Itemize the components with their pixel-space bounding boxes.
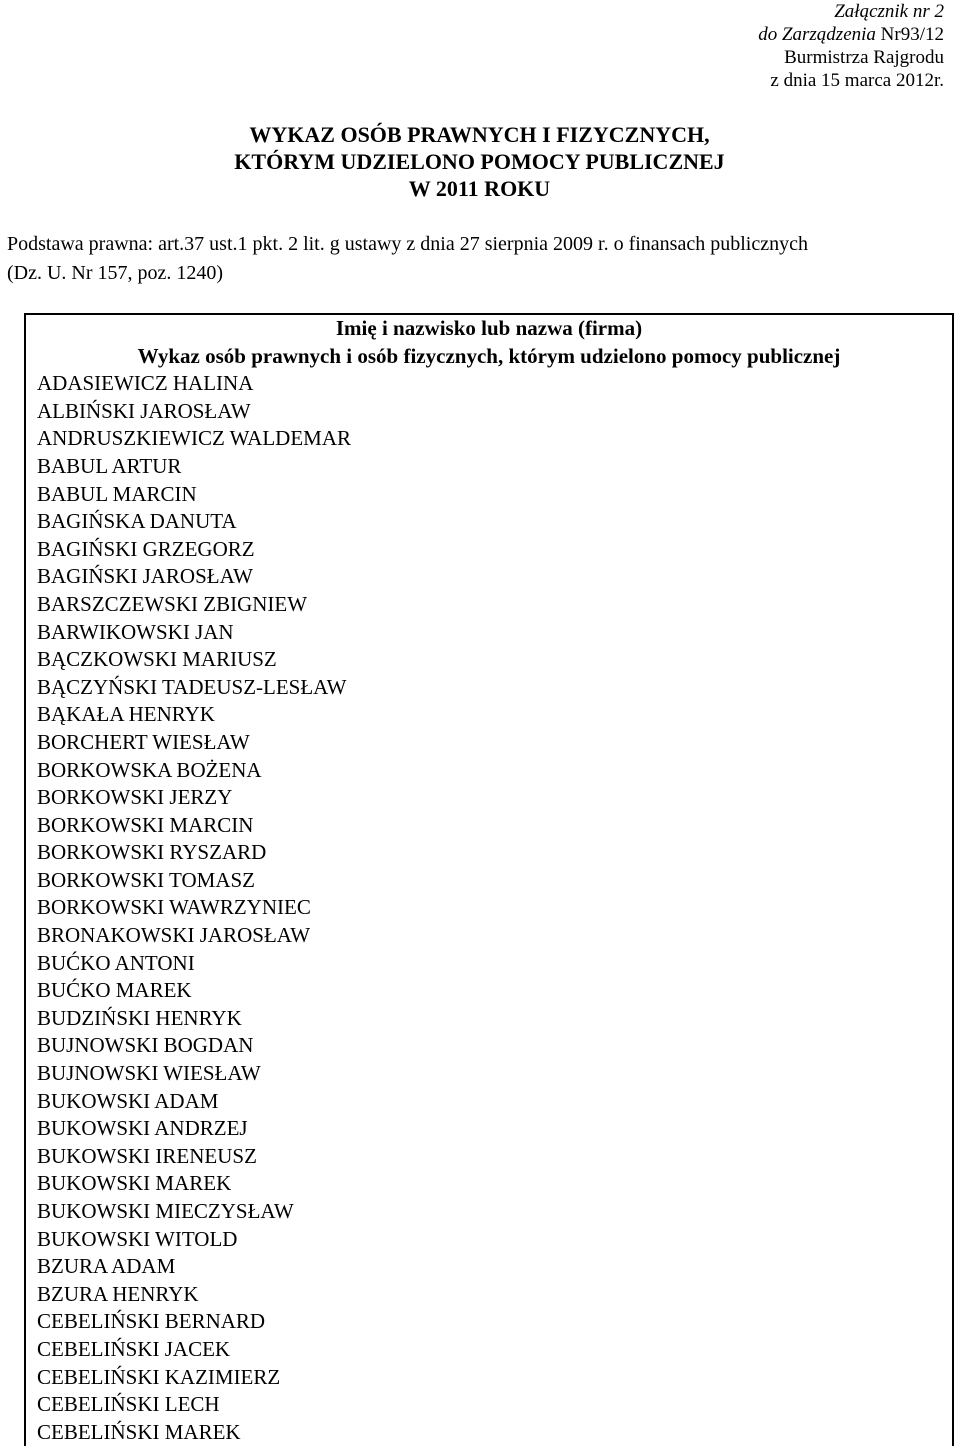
table-row: BZURA HENRYK	[37, 1281, 199, 1306]
table-row: BORCHERT WIESŁAW	[37, 729, 250, 754]
title-line-2: KTÓRYM UDZIELONO POMOCY PUBLICZNEJ	[234, 149, 725, 174]
table-row: ANDRUSZKIEWICZ WALDEMAR	[37, 426, 352, 451]
table-row: BĄKAŁA HENRYK	[37, 702, 215, 727]
table-row: BORKOWSKI WAWRZYNIEC	[37, 895, 311, 920]
table-row: BABUL MARCIN	[37, 481, 197, 506]
table-row: BZURA ADAM	[37, 1254, 176, 1279]
table-subheader: Wykaz osób prawnych i osób fizycznych, którym udzielono pomocy publicznej	[137, 343, 841, 368]
table-row: CEBELIŃSKI MAREK	[37, 1419, 241, 1444]
table-row: BUKOWSKI WITOLD	[37, 1226, 238, 1251]
table-row: BĄCZYŃSKI TADEUSZ-LESŁAW	[37, 674, 347, 699]
table-row: BAGIŃSKI GRZEGORZ	[37, 536, 255, 561]
table-row: BĄCZKOWSKI MARIUSZ	[37, 647, 277, 672]
table-row: BAGIŃSKA DANUTA	[37, 509, 237, 534]
table-row: BUDZIŃSKI HENRYK	[37, 1005, 242, 1030]
table-row: BUKOWSKI ANDRZEJ	[37, 1116, 248, 1141]
recipients-table	[24, 313, 954, 1446]
annex-ordinance-number: Nr93/12	[875, 24, 944, 45]
table-row: BUJNOWSKI WIESŁAW	[37, 1061, 261, 1086]
annex-note	[614, 0, 944, 92]
table-row: BARWIKOWSKI JAN	[37, 619, 234, 644]
table-row: BUJNOWSKI BOGDAN	[37, 1033, 254, 1058]
annex-date: z dnia 15 marca 2012r.	[770, 70, 944, 91]
table-row: BABUL ARTUR	[37, 453, 182, 478]
table-row: BUKOWSKI MAREK	[37, 1171, 232, 1196]
table-row: BORKOWSKI TOMASZ	[37, 867, 255, 892]
table-row: BUKOWSKI IRENEUSZ	[37, 1143, 257, 1168]
legal-basis-line-1: Podstawa prawna: art.37 ust.1 pkt. 2 lit. g ustawy z dnia 27 sierpnia 2009 r. o finansach publicznych	[7, 233, 808, 255]
table-row: CEBELIŃSKI JACEK	[37, 1336, 231, 1361]
title-line-1: WYKAZ OSÓB PRAWNYCH I FIZYCZNYCH,	[249, 122, 710, 147]
annex-issuer: Burmistrza Rajgrodu	[784, 47, 944, 68]
table-row: BUĆKO MAREK	[37, 978, 192, 1003]
table-row: BRONAKOWSKI JAROSŁAW	[37, 923, 311, 948]
table-header: Imię i nazwisko lub nazwa (firma)	[335, 316, 643, 340]
legal-basis	[7, 230, 953, 288]
annex-ordinance	[614, 23, 944, 46]
table-row: BORKOWSKI JERZY	[37, 785, 233, 810]
document-title	[0, 121, 960, 202]
table-row: ADASIEWICZ HALINA	[37, 371, 254, 396]
annex-ordinance-prefix: do Zarządzenia	[758, 24, 876, 45]
table-row: BUKOWSKI MIECZYSŁAW	[37, 1199, 294, 1223]
table-row: BORKOWSKI RYSZARD	[37, 840, 267, 865]
annex-number: Załącznik nr 2	[834, 1, 944, 22]
table-row: BORKOWSKA BOŻENA	[37, 757, 262, 782]
table-row: BORKOWSKI MARCIN	[37, 812, 254, 837]
table-row: BUĆKO ANTONI	[37, 950, 195, 975]
title-line-3: W 2011 ROKU	[408, 176, 551, 201]
table-row: BUKOWSKI ADAM	[37, 1088, 219, 1113]
table-row: CEBELIŃSKI BERNARD	[37, 1309, 266, 1334]
table-body	[26, 370, 952, 1446]
table-row: CEBELIŃSKI LECH	[37, 1392, 220, 1417]
table-row: ALBIŃSKI JAROSŁAW	[37, 398, 251, 423]
legal-basis-line-2: (Dz. U. Nr 157, poz. 1240)	[7, 262, 224, 284]
table-row: BARSZCZEWSKI ZBIGNIEW	[37, 591, 308, 616]
table-row: CEBELIŃSKI KAZIMIERZ	[37, 1364, 281, 1389]
table-row: BAGIŃSKI JAROSŁAW	[37, 564, 253, 589]
